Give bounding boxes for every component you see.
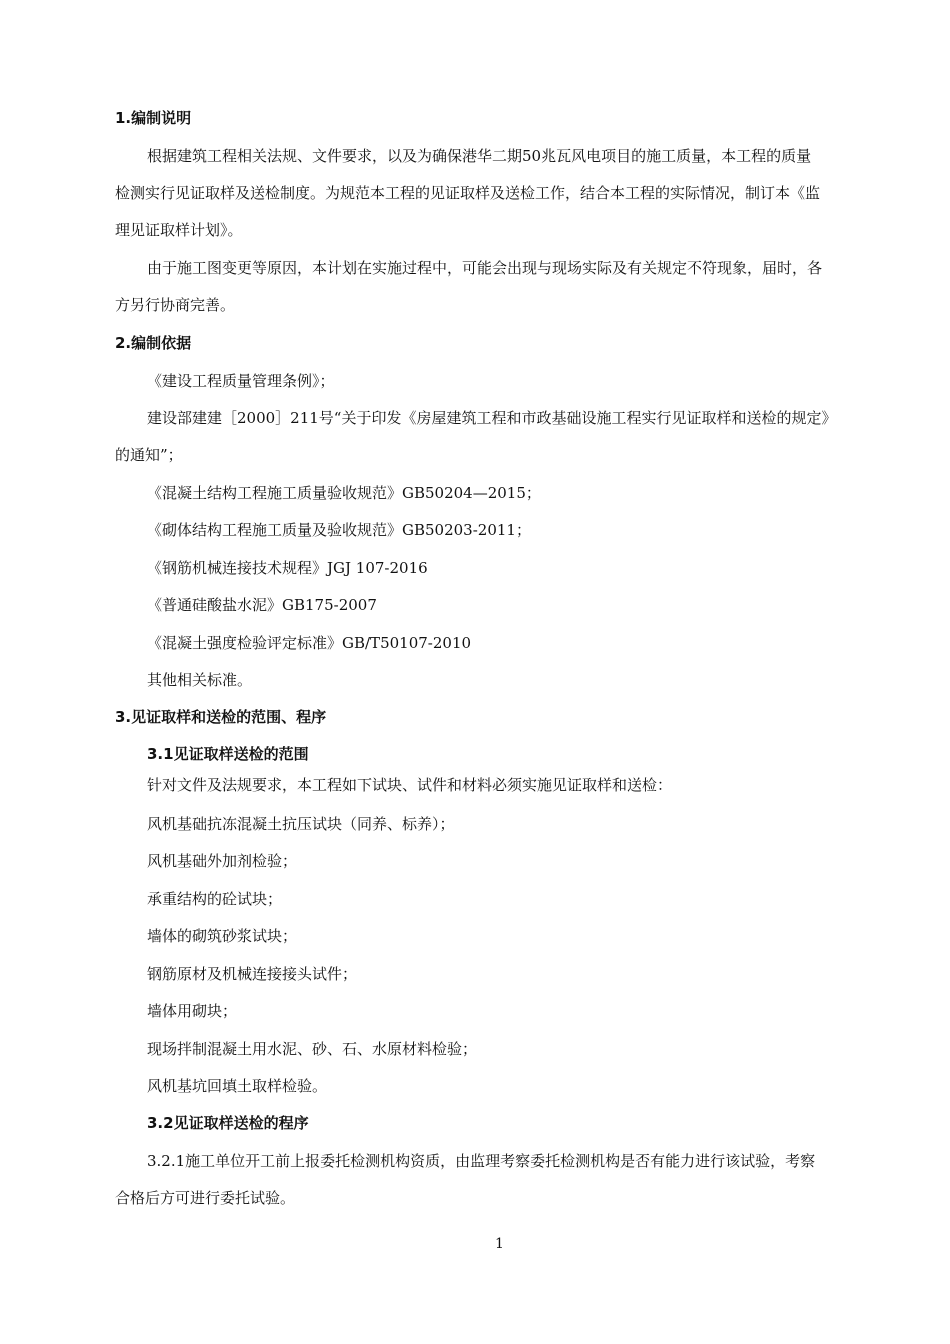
list-item: 《普通硅酸盐水泥》GB175-2007 <box>147 596 377 614</box>
list-item: 钢筋原材及机械连接接头试件； <box>147 965 358 983</box>
list-item: 风机基础外加剂检验； <box>147 852 298 870</box>
section-1-heading: 1.编制说明 <box>115 109 192 127</box>
paragraph-line: 由于施工图变更等原因，本计划在实施过程中，可能会出现与现场实际及有关规定不符现象，届时，各 <box>147 259 823 277</box>
paragraph-line: 根据建筑工程相关法规、文件要求，以及为确保港华二期50兆瓦风电项目的施工质量，本工程的质量 <box>147 147 812 165</box>
paragraph-line: 3.2.1施工单位开工前上报委托检测机构资质，由监理考察委托检测机构是否有能力进行该试验，考察 <box>147 1152 816 1170</box>
section-3-heading: 3.见证取样和送检的范围、程序 <box>115 708 327 726</box>
list-item: 《混凝土强度检验评定标准》GB/T50107-2010 <box>147 634 472 652</box>
paragraph-line: 理见证取样计划》。 <box>115 221 243 239</box>
list-item: 其他相关标准。 <box>147 671 253 689</box>
paragraph-line: 针对文件及法规要求，本工程如下试块、试件和材料必须实施见证取样和送检： <box>147 776 673 794</box>
list-item: 风机基础抗冻混凝土抗压试块（同养、标养）； <box>147 815 455 833</box>
paragraph-line: 检测实行见证取样及送检制度。为规范本工程的见证取样及送检工作，结合本工程的实际情况，制订本《监 <box>115 184 821 202</box>
paragraph-line: 合格后方可进行委托试验。 <box>115 1189 296 1207</box>
page-number: 1 <box>495 1236 504 1252</box>
subsection-3-1-heading: 3.1见证取样送检的范围 <box>147 745 309 763</box>
list-item: 《混凝土结构工程施工质量验收规范》GB50204—2015； <box>147 484 541 502</box>
list-item: 《砌体结构工程施工质量及验收规范》GB50203-2011； <box>147 521 531 539</box>
list-item: 《建设工程质量管理条例》； <box>147 372 335 390</box>
section-2-heading: 2.编制依据 <box>115 334 192 352</box>
paragraph-line: 方另行协商完善。 <box>115 296 236 314</box>
list-item: 风机基坑回填土取样检验。 <box>147 1077 328 1095</box>
list-item: 的通知”； <box>115 446 183 464</box>
list-item: 现场拌制混凝土用水泥、砂、石、水原材料检验； <box>147 1040 478 1058</box>
list-item: 墙体用砌块； <box>147 1002 238 1020</box>
list-item: 承重结构的砼试块； <box>147 890 283 908</box>
list-item: 墙体的砌筑砂浆试块； <box>147 927 298 945</box>
subsection-3-2-heading: 3.2见证取样送检的程序 <box>147 1114 309 1132</box>
list-item: 建设部建建［2000］211号“关于印发《房屋建筑工程和市政基础设施工程实行见证取样和送检的规定》 <box>147 409 837 427</box>
list-item: 《钢筋机械连接技术规程》JGJ 107-2016 <box>147 559 428 577</box>
